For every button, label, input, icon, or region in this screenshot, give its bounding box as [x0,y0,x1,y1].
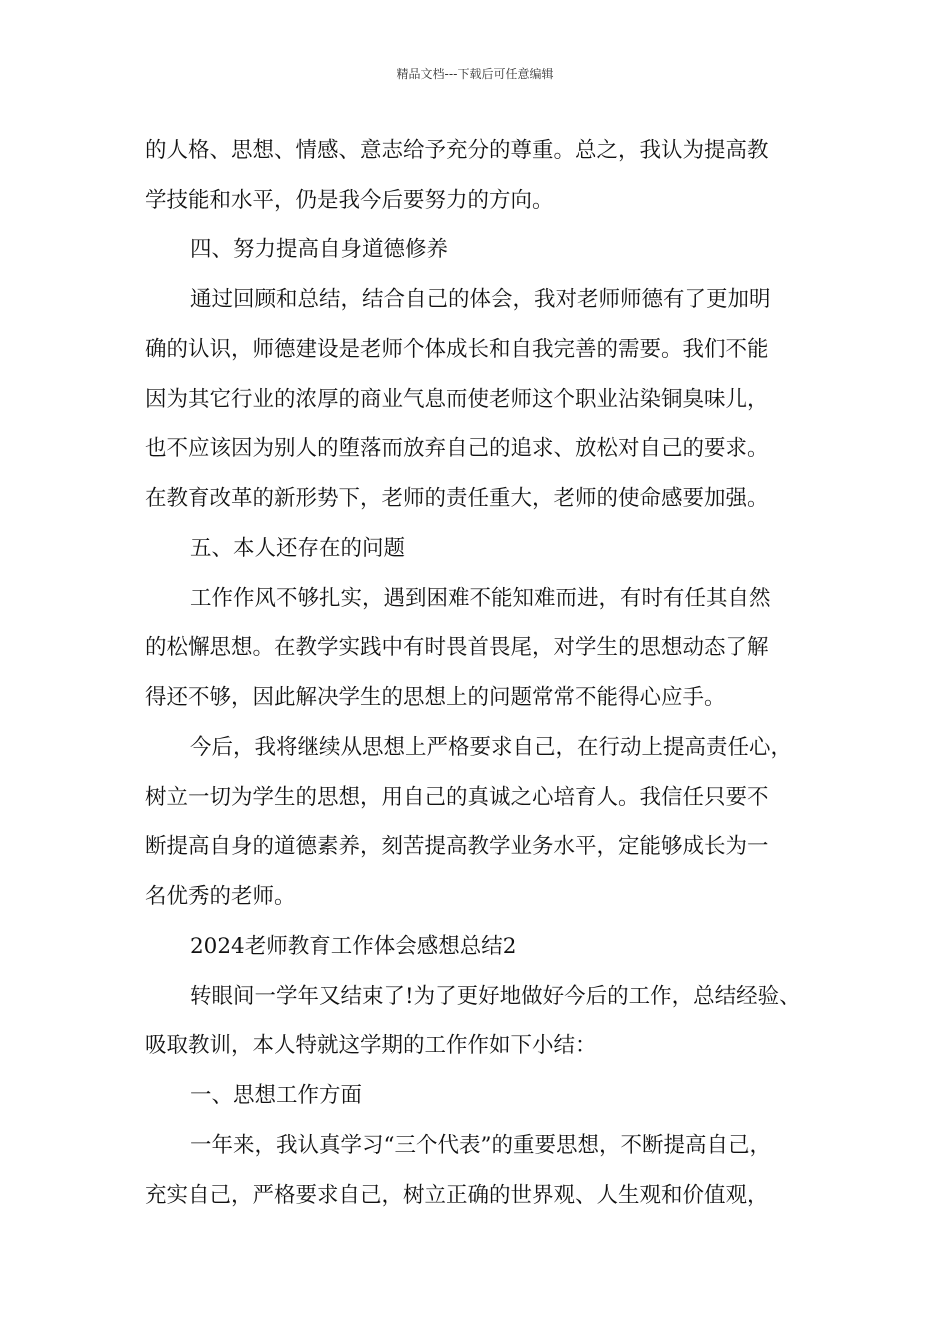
text-line: 因为其它行业的浓厚的商业气息而使老师这个职业沾染铜臭味儿， [145,387,769,412]
text-line: 名优秀的老师。 [145,884,296,909]
text-line: 充实自己，严格要求自己，树立正确的世界观、人生观和价值观， [145,1183,769,1208]
text-line: 学技能和水平，仍是我今后要努力的方向。 [145,188,554,213]
section-heading: 一、思想工作方面 [190,1083,363,1108]
text-line: 断提高自身的道德素养，刻苦提高教学业务水平，定能够成长为一 [145,834,769,859]
page-header: 精品文档---下载后可任意编辑 [396,67,554,81]
text-line: 得还不够，因此解决学生的思想上的问题常常不能得心应手。 [145,685,726,710]
text-line: 一年来，我认真学习“三个代表”的重要思想，不断提高自己， [190,1133,771,1158]
text-line: 树立一切为学生的思想，用自己的真诚之心培育人。我信任只要不 [145,785,769,810]
text-line: 吸取教训，本人特就这学期的工作作如下小结： [145,1033,597,1058]
text-line: 的松懈思想。在教学实践中有时畏首畏尾，对学生的思想动态了解 [145,635,769,660]
section-heading: 五、本人还存在的问题 [190,536,406,561]
text-line: 确的认识，师德建设是老师个体成长和自我完善的需要。我们不能 [145,337,769,362]
text-line: 今后，我将继续从思想上严格要求自己，在行动上提高责任心， [190,735,793,760]
text-line: 在教育改革的新形势下，老师的责任重大，老师的使命感要加强。 [145,486,769,511]
text-line: 转眼间一学年又结束了!为了更好地做好今后的工作，总结经验、 [190,984,801,1009]
text-line: 通过回顾和总结，结合自己的体会，我对老师师德有了更加明 [190,287,771,312]
text-line: 的人格、思想、情感、意志给予充分的尊重。总之，我认为提高教 [145,138,769,163]
text-line: 也不应该因为别人的堕落而放弃自己的追求、放松对自己的要求。 [145,436,769,461]
text-line: 工作作风不够扎实，遇到困难不能知难而进，有时有任其自然 [190,586,771,611]
article-title: 2024老师教育工作体会感想总结2 [190,934,517,959]
section-heading: 四、努力提高自身道德修养 [190,237,449,262]
